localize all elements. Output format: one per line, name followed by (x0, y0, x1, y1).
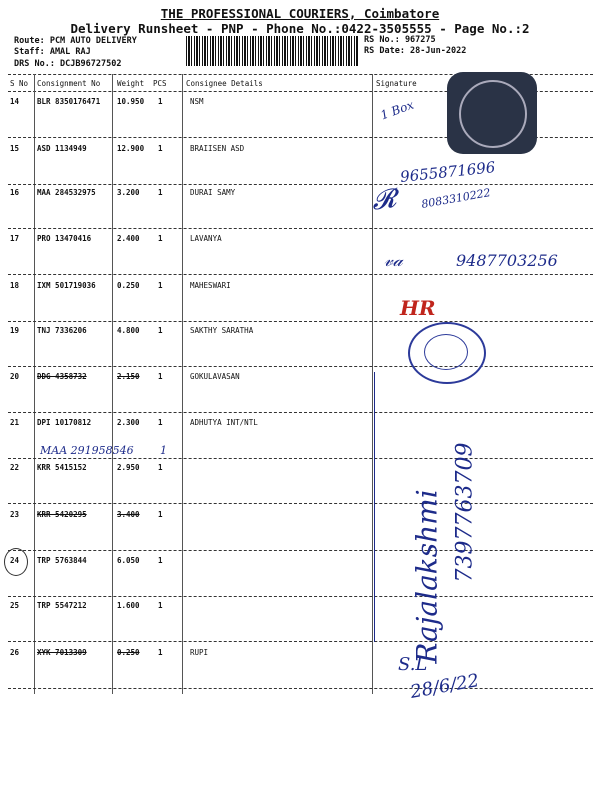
runsheet-title: Delivery Runsheet - PNP - Phone No.:0422-3505555 - Page No.:2 (70, 21, 530, 36)
extra-consignment-note: MAA 291958546 (40, 444, 134, 457)
row-sno: 20 (10, 372, 20, 381)
note-26: S.L (398, 654, 428, 675)
col-consignee: Consignee Details (186, 79, 263, 88)
phone-note: 8083310222 (420, 186, 492, 211)
row-consignment: ASD 1134949 (37, 144, 87, 153)
row-consignee: BRAIISEN ASD (190, 144, 245, 153)
col-divider (182, 74, 183, 694)
row-pcs: 1 (158, 372, 163, 381)
col-pcs: PCS (153, 79, 167, 88)
row-consignment: XYK 7013309 (37, 648, 87, 657)
row-pcs: 1 (158, 463, 163, 472)
col-consignment: Consignment No (37, 79, 101, 88)
row-divider (8, 458, 593, 459)
row-sno: 21 (10, 418, 20, 427)
row-divider (8, 321, 593, 322)
row-weight: 0.250 (117, 648, 140, 657)
circled-row-mark (4, 548, 28, 576)
row-divider (8, 596, 593, 597)
row-sno: 25 (10, 601, 20, 610)
row-sno: 19 (10, 326, 20, 335)
col-divider (112, 74, 113, 694)
row-weight: 2.400 (117, 234, 140, 243)
row-consignment: KRR 5415152 (37, 463, 87, 472)
recipient-name-note: Rajalakshmi (410, 489, 444, 664)
row-divider (8, 228, 593, 229)
row-sno: 17 (10, 234, 20, 243)
row-pcs: 1 (158, 234, 163, 243)
row-consignment: BLR 8350176471 (37, 97, 101, 106)
col-weight: Weight (117, 79, 145, 88)
col-sno: S No (10, 79, 29, 88)
row-weight: 4.800 (117, 326, 140, 335)
col-divider (372, 74, 373, 694)
date-note: 28/6/22 (408, 670, 481, 703)
row-sno: 24 (10, 556, 20, 565)
phone-note: 9655871696 (399, 158, 497, 186)
initials-note: HR (400, 296, 436, 320)
row-consignment: TNJ 7336206 (37, 326, 87, 335)
row-divider (8, 184, 593, 185)
row-divider (8, 503, 593, 504)
row-sno: 16 (10, 188, 20, 197)
row-pcs: 1 (158, 648, 163, 657)
row-divider (8, 550, 593, 551)
row-pcs: 1 (158, 418, 163, 427)
staff-label: Staff: AMAL RAJ (14, 47, 91, 57)
row-weight: 0.250 (117, 281, 140, 290)
box-note: 1 Box (378, 97, 416, 123)
row-weight: 2.150 (117, 372, 140, 381)
row-consignment: DDG 4358732 (37, 372, 87, 381)
row-consignment: DPI 10170812 (37, 418, 92, 427)
row-divider (8, 274, 593, 275)
row-pcs: 1 (158, 281, 163, 290)
row-consignment: PRO 13470416 (37, 234, 92, 243)
row-consignment: IXM 501719036 (37, 281, 96, 290)
row-consignment: MAA 284532975 (37, 188, 96, 197)
row-consignee: RUPI (190, 648, 209, 657)
barcode (186, 36, 358, 66)
row-consignee: NSM (190, 97, 204, 106)
row-pcs: 1 (158, 188, 163, 197)
row-consignee: DURAI SAMY (190, 188, 236, 197)
row-weight: 10.950 (117, 97, 145, 106)
col-divider (34, 74, 35, 694)
row-sno: 15 (10, 144, 20, 153)
row-pcs: 1 (158, 326, 163, 335)
row-consignee: SAKTHY SARATHA (190, 326, 254, 335)
row-weight: 2.300 (117, 418, 140, 427)
row-pcs: 1 (158, 144, 163, 153)
row-divider (8, 641, 593, 642)
row-consignment: TRP 5763844 (37, 556, 87, 565)
extra-pcs-note: 1 (160, 444, 167, 457)
signature-16: 𝓡 (369, 183, 399, 217)
route-label: Route: PCM AUTO DELIVERY (14, 36, 137, 46)
row-weight: 2.950 (117, 463, 140, 472)
round-stamp (408, 322, 486, 384)
company-title: THE PROFESSIONAL COURIERS, Coimbatore (160, 6, 440, 21)
row-consignee: ADHUTYA INT/NTL (190, 418, 258, 427)
row-weight: 3.200 (117, 188, 140, 197)
row-divider (8, 412, 593, 413)
row-consignee: MAHESWARI (190, 281, 231, 290)
row-sno: 26 (10, 648, 20, 657)
row-weight: 6.050 (117, 556, 140, 565)
row-pcs: 1 (158, 510, 163, 519)
bracket-mark (374, 372, 379, 642)
row-weight: 3.400 (117, 510, 140, 519)
row-weight: 1.600 (117, 601, 140, 610)
col-signature: Signature (376, 79, 417, 88)
rs-date: RS Date: 28-Jun-2022 (364, 46, 467, 56)
row-consignment: KRR 5420295 (37, 510, 87, 519)
phone-note: 9487703256 (456, 251, 558, 270)
recipient-phone-note: 7397763709 (452, 442, 478, 583)
rs-number: RS No.: 967275 (364, 35, 436, 45)
row-pcs: 1 (158, 601, 163, 610)
row-weight: 12.900 (117, 144, 145, 153)
row-sno: 18 (10, 281, 20, 290)
row-pcs: 1 (158, 97, 163, 106)
company-seal-stamp (447, 72, 537, 154)
row-consignee: GOKULAVASAN (190, 372, 240, 381)
signature-17: 𝓋𝒶 (384, 250, 403, 271)
row-sno: 23 (10, 510, 20, 519)
row-divider (8, 688, 593, 689)
row-consignee: LAVANYA (190, 234, 222, 243)
row-sno: 22 (10, 463, 20, 472)
drs-number: DRS No.: DCJB96727502 (14, 59, 122, 69)
row-divider (8, 366, 593, 367)
row-pcs: 1 (158, 556, 163, 565)
row-sno: 14 (10, 97, 20, 106)
row-consignment: TRP 5547212 (37, 601, 87, 610)
